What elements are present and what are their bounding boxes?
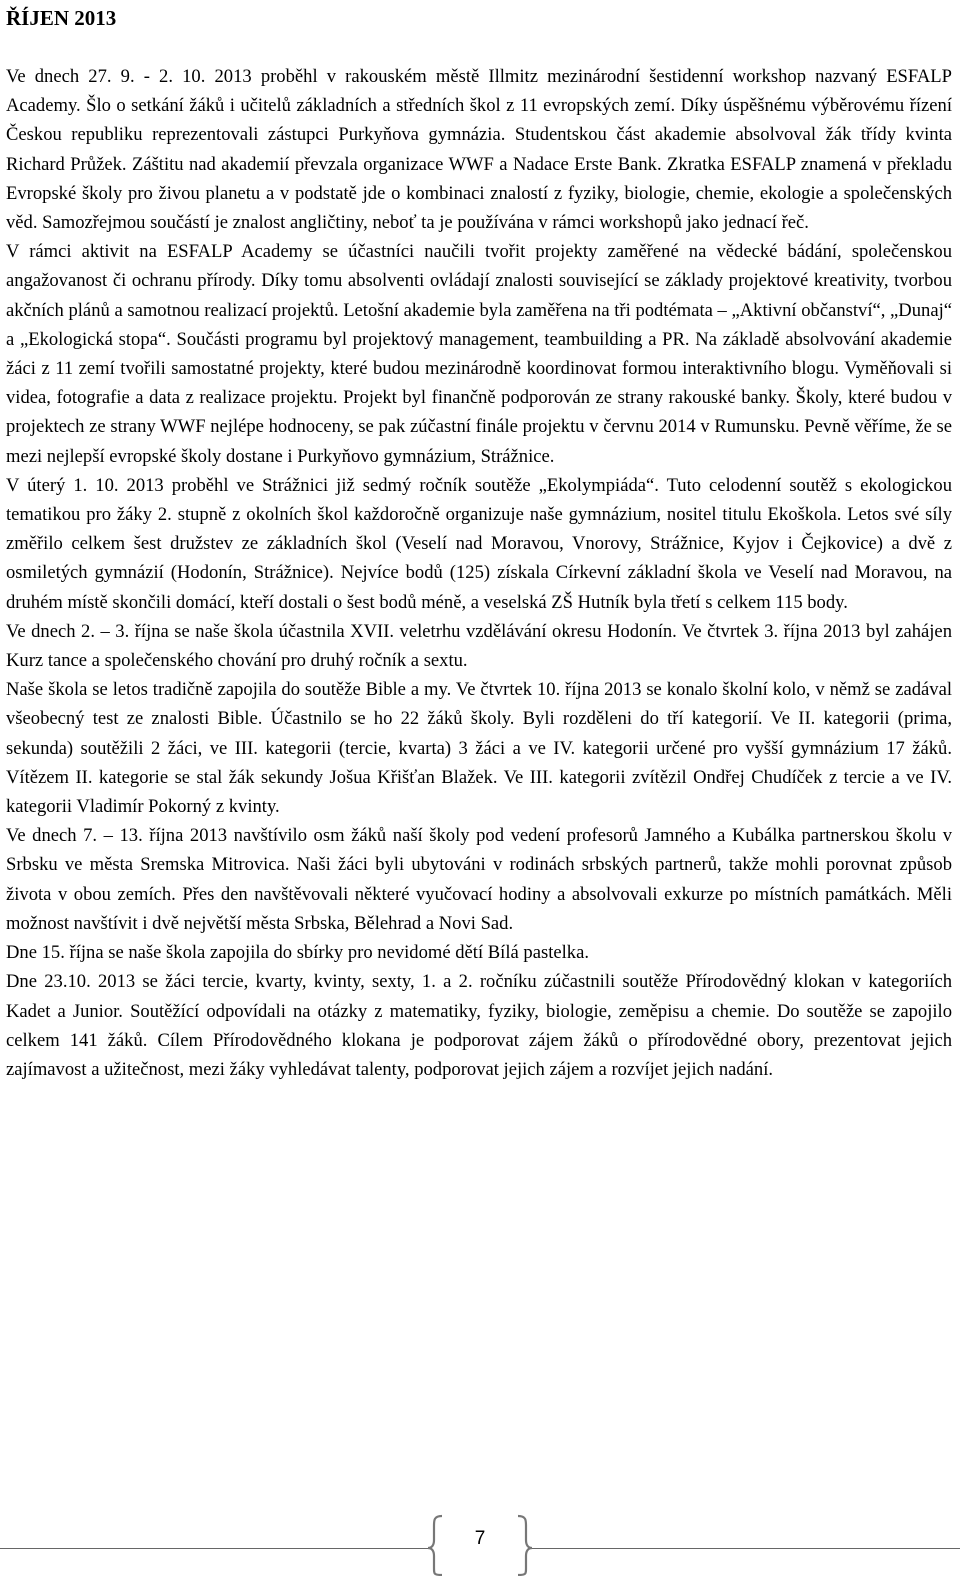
paragraph-srbsko-vymena: Ve dnech 7. – 13. října 2013 navštívilo osm žáků naší školy pod vedení profesorů Jamného a Kubálka partnerskou školu v Srbsku ve města Sremska Mitrovica. Naši žáci byli ubytováni v rodinách srbských partnerů, takže mohli porovnat způsob života v obou zemích. Přes den navštěvovali některé vyučovací hodiny a absolvovali exkurze po místních památkách. Měli možnost navštívit i dvě největší města Srbska, Bělehrad a Novi Sad. — [6, 825, 952, 934]
paragraph-ekolympiada: V úterý 1. 10. 2013 proběhl ve Strážnici již sedmý ročník soutěže „Ekolympiáda“. Tuto celodenní soutěž s ekologickou tematikou pro žáky 2. stupně z okolních škol každoročně organizuje naše gymnázium, nositel titulu Ekoškola. Letos své síly změřilo celkem šest družstev ze základních škol (Veselí nad Moravou, Vnorovy, Strážnice, Kyjov i Čejkovice) a dvě z osmiletých gymnázií (Hodonín, Strážnice). Nejvíce bodů (125) získala Církevní základní škola ve Veselí nad Moravou, na druhém místě skončili domácí, kteří dostali o šest bodů méně, a veselská ZŠ Hutník byla třetí s celkem 115 body. — [6, 474, 952, 613]
page-footer — [0, 1512, 960, 1572]
left-brace-icon — [428, 1516, 442, 1575]
paragraph-esfalp-academy: Ve dnech 27. 9. - 2. 10. 2013 proběhl v rakouském městě Illmitz mezinárodní šestidenní workshop nazvaný ESFALP Academy. Šlo o setkání žáků i učitelů základních a středních škol z 11 evropských zemí. Díky úspěšnému výběrovému řízení Českou republiku reprezentovali zástupci Purkyňova gymnázia. Studentskou část akademie absolvoval žák třídy kvinta Richard Průžek. Záštitu nad akademií převzala organizace WWF a Nadace Erste Bank. Zkratka ESFALP znamená v překladu Evropské školy pro živou planetu a v podstatě jde o kombinaci znalostí z fyziky, biologie, chemie, ekologie a společenských věd. Samozřejmou součástí je znalost angličtiny, neboť ta je používána v rámci workshopů jako jednací řeč. — [6, 66, 952, 234]
paragraph-bible-a-my: Naše škola se letos tradičně zapojila do soutěže Bible a my. Ve čtvrtek 10. října 2013 se konalo školní kolo, v němž se zadával všeobecný test ze znalosti Bible. Účastnilo se ho 22 žáků školy. Byli rozděleni do tří kategorií. Ve II. kategorii (prima, sekunda) soutěžili 2 žáci, ve III. kategorii (tercie, kvarta) 3 žáci a ve IV. kategorii určené pro vyšší gymnázium 17 žáků. Vítězem II. kategorie se stal žák sekundy Jošua Křišťan Blažek. Ve III. kategorii zvítězil Ondřej Chudíček z tercie a ve IV. kategorii Vladimír Pokorný z kvinty. — [6, 679, 952, 818]
article-body — [6, 62, 952, 1084]
footer-rule-right — [528, 1548, 960, 1549]
paragraph-prirodovedny-klokan: Dne 23.10. 2013 se žáci tercie, kvarty, kvinty, sexty, 1. a 2. ročníku zúčastnili soutěže Přírodovědný klokan v kategoriích Kadet a Junior. Soutěžící odpovídali na otázky z matematiky, fyziky, biologie, zeměpisu a chemie. Do soutěže se zapojilo celkem 141 žáků. Cílem Přírodovědného klokana je podporovat zájem žáků o přírodovědné obory, prezentovat jejich zajímavost a užitečnost, mezi žáky vyhledávat talenty, podporovat jejich zájem a rozvíjet jejich nadání. — [6, 971, 952, 1080]
right-brace-icon — [518, 1516, 532, 1575]
paragraph-esfalp-activities: V rámci aktivit na ESFALP Academy se účastníci naučili tvořit projekty zaměřené na vědecké bádání, společenskou angažovanost či ochranu přírody. Díky tomu absolventi ovládají znalosti související se základy projektové kreativity, tvorbou akčních plánů a samotnou realizací projektů. Letošní akademie byla zaměřena na tři podtémata – „Aktivní občanství“, „Dunaj“ a „Ekologická stopa“. Součásti programu byl projektový management, teambuilding a PR. Na základě absolvování akademie žáci z 11 zemí tvořili samostatné projekty, které budou mezinárodně koordinovat formou interaktivního blogu. Vyměňovali si videa, fotografie a data z realizace projektu. Projekt byl finančně podporován ze strany rakouské banky. Školy, které budou v projektech ze strany WWF nejlépe hodnoceny, se pak zúčastní finále projektu v červnu 2014 v Rumunsku. Pevně věříme, že se mezi nejlepší evropské školy dostane i Purkyňovo gymnázium, Strážnice. — [6, 241, 952, 467]
footer-rule-left — [0, 1548, 432, 1549]
paragraph-veletrh-kurz-tance: Ve dnech 2. – 3. října se naše škola účastnila XVII. veletrhu vzdělávání okresu Hodonín. Ve čtvrtek 3. října 2013 byl zahájen Kurz tance a společenského chování pro druhý ročník a sextu. — [6, 620, 952, 672]
paragraph-bila-pastelka: Dne 15. října se naše škola zapojila do sbírky pro nevidomé dětí Bílá pastelka. — [6, 942, 589, 964]
document-page — [6, 0, 952, 1084]
section-heading: ŘÍJEN 2013 — [6, 6, 117, 30]
page-number: 7 — [474, 1528, 486, 1549]
